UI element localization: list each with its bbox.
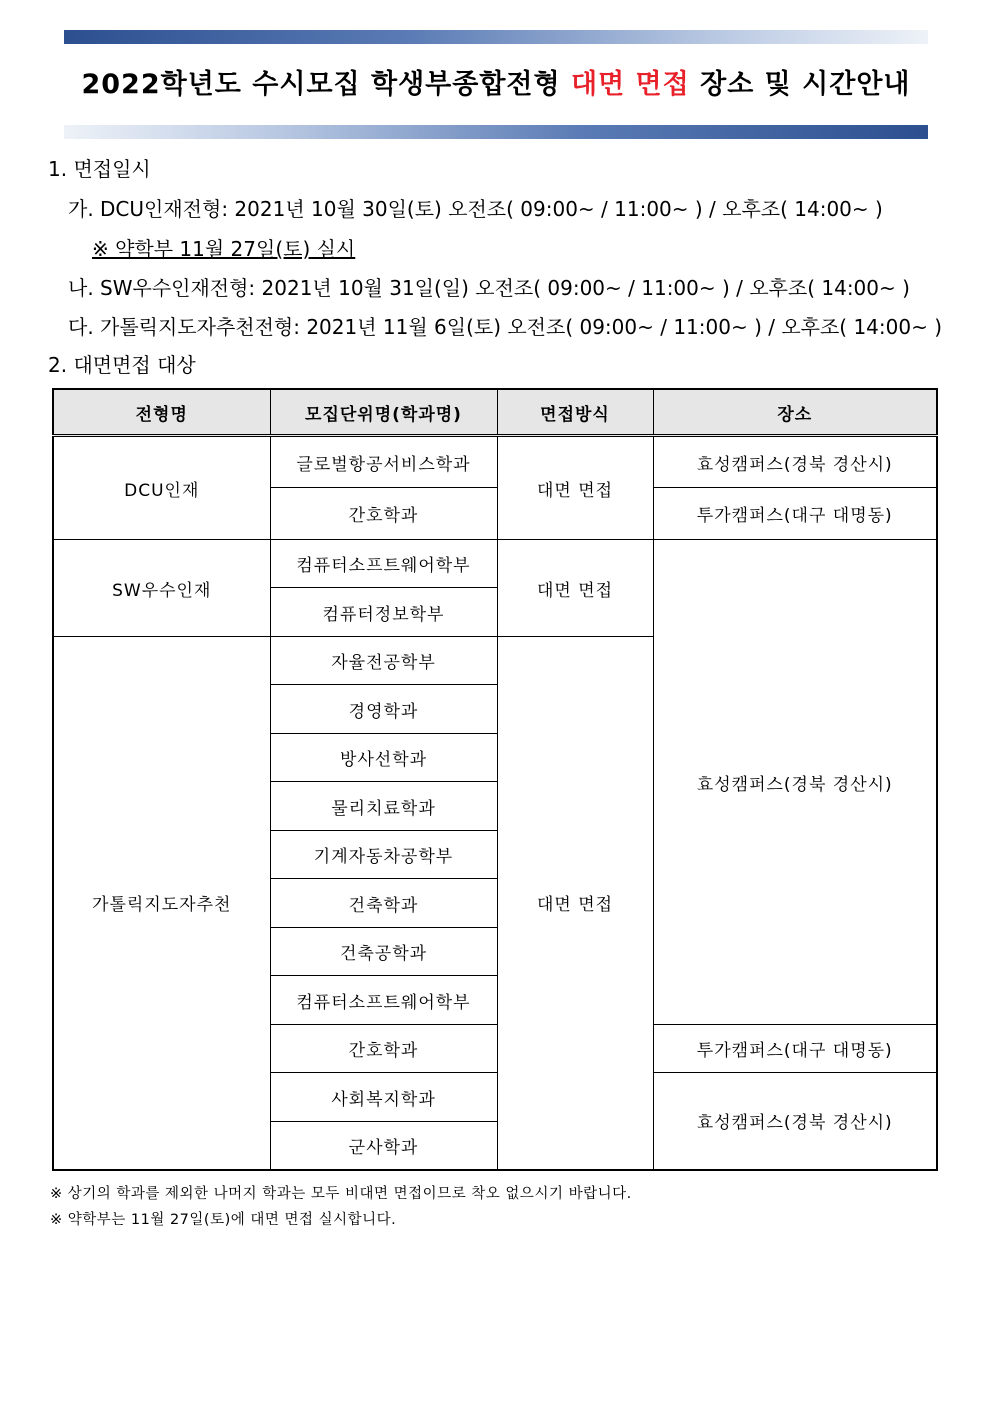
section1-heading: 1. 면접일시 xyxy=(48,157,151,181)
title-highlight: 대면 면접 xyxy=(570,69,690,100)
department-cell: 건축학과 xyxy=(270,879,497,928)
method-cell: 대면 면접 xyxy=(497,540,653,637)
header-bar-top xyxy=(64,30,928,44)
table-row xyxy=(53,436,937,488)
header-location: 장소 xyxy=(653,389,937,436)
table-row xyxy=(53,540,937,588)
header-bar-bottom xyxy=(64,125,928,139)
note-nonface: ※ 상기의 학과를 제외한 나머지 학과는 모두 비대면 면접이므로 착오 없으시기 바랍니다. xyxy=(50,1186,632,1202)
location-cell: 효성캠퍼스(경북 경산시) xyxy=(653,1073,937,1170)
department-cell: 컴퓨터정보학부 xyxy=(270,588,497,637)
header-method: 면접방식 xyxy=(497,389,653,436)
type-cell: DCU인재 xyxy=(53,436,270,540)
title-suffix: 장소 및 시간안내 xyxy=(689,69,911,100)
location-cell: 투가캠퍼스(대구 대명동) xyxy=(653,488,937,540)
department-cell: 컴퓨터소프트웨어학부 xyxy=(270,540,497,588)
department-cell: 글로벌항공서비스학과 xyxy=(270,436,497,488)
method-cell: 대면 면접 xyxy=(497,637,653,1170)
interview-table xyxy=(52,388,938,1171)
schedule-item-catholic: 다. 가톨릭지도자추천전형: 2021년 11월 6일(토) 오전조( 09:00~ / 11:00~ ) / 오후조( 14:00~ ) xyxy=(68,315,943,339)
department-cell: 간호학과 xyxy=(270,1025,497,1073)
department-cell: 경영학과 xyxy=(270,685,497,734)
header-type: 전형명 xyxy=(53,389,270,436)
header-department: 모집단위명(학과명) xyxy=(270,389,497,436)
type-cell: SW우수인재 xyxy=(53,540,270,637)
location-cell: 효성캠퍼스(경북 경산시) xyxy=(653,436,937,488)
schedule-item-sw: 나. SW우수인재전형: 2021년 10월 31일(일) 오전조( 09:00~ / 11:00~ ) / 오후조( 14:00~ ) xyxy=(68,276,910,300)
section2-heading: 2. 대면면접 대상 xyxy=(48,353,196,377)
department-cell: 컴퓨터소프트웨어학부 xyxy=(270,976,497,1025)
type-cell: 가톨릭지도자추천 xyxy=(53,637,270,1170)
table-header-row xyxy=(53,389,937,436)
department-cell: 방사선학과 xyxy=(270,734,497,782)
schedule-note-pharmacy: ※ 약학부 11월 27일(토) 실시 xyxy=(92,237,356,261)
schedule-item-dcu: 가. DCU인재전형: 2021년 10월 30일(토) 오전조( 09:00~ / 11:00~ ) / 오후조( 14:00~ ) xyxy=(68,197,883,221)
department-cell: 건축공학과 xyxy=(270,928,497,976)
note-pharmacy: ※ 약학부는 11월 27일(토)에 대면 면접 실시합니다. xyxy=(50,1212,397,1228)
location-cell: 효성캠퍼스(경북 경산시) xyxy=(653,540,937,1025)
department-cell: 물리치료학과 xyxy=(270,782,497,831)
department-cell: 기계자동차공학부 xyxy=(270,831,497,879)
title-prefix: 2022학년도 수시모집 학생부종합전형 xyxy=(81,69,571,100)
page-title xyxy=(64,62,928,101)
department-cell: 간호학과 xyxy=(270,488,497,540)
department-cell: 자율전공학부 xyxy=(270,637,497,685)
department-cell: 사회복지학과 xyxy=(270,1073,497,1122)
method-cell: 대면 면접 xyxy=(497,436,653,540)
department-cell: 군사학과 xyxy=(270,1122,497,1170)
location-cell: 투가캠퍼스(대구 대명동) xyxy=(653,1025,937,1073)
